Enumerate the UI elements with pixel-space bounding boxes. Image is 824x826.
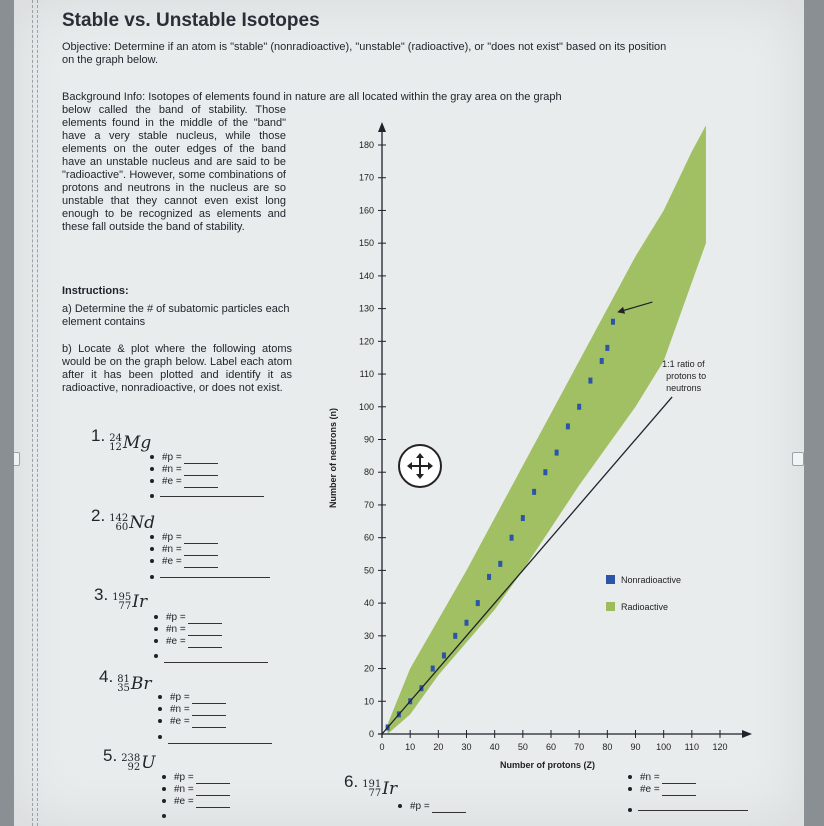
x-tick-label: 120 bbox=[712, 742, 728, 752]
right-answer-bullet bbox=[628, 808, 632, 812]
stable-point bbox=[431, 666, 435, 672]
legend-swatch-radioactive bbox=[606, 602, 615, 611]
y-tick-label: 80 bbox=[363, 467, 374, 478]
y-tick-label: 140 bbox=[358, 270, 374, 281]
stable-point bbox=[611, 319, 615, 325]
element-3-electrons[interactable]: #e = bbox=[154, 635, 222, 648]
stable-point bbox=[476, 600, 480, 606]
page-edge-left bbox=[32, 0, 38, 826]
stable-point bbox=[465, 620, 469, 626]
y-tick-label: 90 bbox=[363, 434, 374, 445]
y-tick-label: 30 bbox=[363, 630, 374, 641]
x-tick-label: 60 bbox=[545, 742, 557, 752]
y-tick-label: 120 bbox=[358, 336, 374, 347]
stable-point bbox=[600, 358, 604, 364]
element-1-answer-bullet bbox=[150, 494, 154, 498]
x-axis-title: Number of protons (Z) bbox=[500, 760, 595, 770]
stable-point bbox=[442, 652, 446, 658]
x-tick-label: 80 bbox=[602, 742, 613, 752]
y-tick-label: 0 bbox=[368, 729, 374, 739]
element-2-electrons[interactable]: #e = bbox=[150, 555, 218, 568]
x-axis-arrow bbox=[742, 730, 752, 738]
resize-handle-left[interactable] bbox=[14, 452, 20, 466]
element-2-label: 2. 142 60 Nd bbox=[91, 506, 156, 533]
element-2-answer-bullet bbox=[150, 575, 154, 579]
element-3-answer-line[interactable] bbox=[164, 662, 268, 663]
y-tick-label: 180 bbox=[358, 140, 374, 150]
element-1-label: 1. 24 12 Mg bbox=[91, 426, 152, 453]
y-tick-label: 100 bbox=[358, 401, 374, 412]
y-tick-label: 160 bbox=[358, 205, 374, 216]
instructions-heading: Instructions: bbox=[62, 285, 129, 297]
x-tick-label: 90 bbox=[630, 742, 641, 752]
y-axis-title: Number of neutrons (n) bbox=[328, 408, 338, 508]
element-4-answer-line[interactable] bbox=[168, 743, 272, 744]
x-tick-label: 30 bbox=[461, 742, 472, 752]
element-2-neutrons[interactable]: #n = bbox=[150, 543, 218, 556]
x-tick-label: 10 bbox=[405, 742, 416, 752]
y-tick-label: 130 bbox=[358, 303, 374, 314]
band-of-stability-chart bbox=[310, 118, 760, 778]
stable-point bbox=[453, 633, 457, 639]
element-4-electrons[interactable]: #e = bbox=[158, 715, 226, 728]
worksheet-page bbox=[14, 0, 804, 826]
stable-point bbox=[566, 423, 570, 429]
element-3-label: 3. 195 77 Ir bbox=[94, 585, 148, 612]
element-6-protons[interactable]: #p = bbox=[398, 800, 466, 813]
legend-label-nonradioactive: Nonradioactive bbox=[621, 575, 682, 585]
right-electrons[interactable]: #e = bbox=[628, 783, 696, 796]
element-3-answer-bullet bbox=[154, 654, 158, 658]
resize-handle-right[interactable] bbox=[792, 452, 804, 466]
element-1-electrons[interactable]: #e = bbox=[150, 475, 218, 488]
stable-point bbox=[521, 515, 525, 521]
x-tick-label: 70 bbox=[574, 742, 585, 752]
y-tick-label: 60 bbox=[363, 532, 374, 543]
instruction-a: a) Determine the # of subatomic particles each element contains bbox=[62, 303, 290, 328]
element-1-neutrons[interactable]: #n = bbox=[150, 463, 218, 476]
element-2-protons[interactable]: #p = bbox=[150, 531, 218, 544]
element-5-label: 5. 238 92 U bbox=[103, 746, 156, 773]
y-axis-arrow bbox=[378, 122, 386, 132]
stable-point bbox=[487, 574, 491, 580]
right-neutrons[interactable]: #n = bbox=[628, 771, 696, 784]
element-5-neutrons[interactable]: #n = bbox=[162, 783, 230, 796]
element-1-protons[interactable]: #p = bbox=[150, 451, 218, 464]
y-tick-label: 40 bbox=[363, 598, 374, 609]
y-tick-label: 170 bbox=[358, 172, 374, 183]
y-tick-label: 110 bbox=[359, 369, 374, 380]
background-text: below called the band of stability. Those elements found in the middle of the "band" have a very stable nucleus, while those elements on the outer edges of the band have an unstable nucleus and are said to be "radioactive". However, some combinations of protons and neutrons in the nucleus are so unstable that they cannot even exist long enough to be recognized as elements and these fall outside the band of stability. bbox=[62, 104, 286, 233]
stable-point bbox=[577, 404, 581, 410]
band-layer bbox=[388, 125, 706, 734]
y-tick-label: 10 bbox=[363, 696, 374, 707]
page-title: Stable vs. Unstable Isotopes bbox=[62, 10, 320, 31]
stable-point bbox=[588, 378, 592, 384]
element-6-label: 6. 191 77 Ir bbox=[344, 772, 398, 799]
right-answer-line[interactable] bbox=[638, 810, 748, 811]
element-5-electrons[interactable]: #e = bbox=[162, 795, 230, 808]
legend-label-radioactive: Radioactive bbox=[621, 602, 669, 612]
y-tick-label: 50 bbox=[363, 565, 374, 576]
x-tick-label: 0 bbox=[379, 742, 385, 752]
y-tick-label: 70 bbox=[363, 499, 374, 510]
stable-point bbox=[510, 535, 514, 541]
x-tick-label: 20 bbox=[433, 742, 444, 752]
x-tick-label: 100 bbox=[656, 742, 672, 752]
x-tick-label: 110 bbox=[684, 742, 700, 752]
element-4-answer-bullet bbox=[158, 735, 162, 739]
ratio-line-label: 1:1 ratio of protons to neutrons bbox=[662, 358, 707, 393]
element-4-protons[interactable]: #p = bbox=[158, 691, 226, 704]
stable-point bbox=[543, 469, 547, 475]
instruction-b: b) Locate & plot where the following atoms would be on the graph below. Label each atom after it has been plotted and identify it as radioactive, nonradioactive, or does not exist. bbox=[62, 343, 292, 394]
y-tick-label: 150 bbox=[358, 238, 374, 249]
element-3-neutrons[interactable]: #n = bbox=[154, 623, 222, 636]
stable-point bbox=[532, 489, 536, 495]
move-handle[interactable] bbox=[398, 444, 442, 488]
element-1-answer-line[interactable] bbox=[160, 496, 264, 497]
element-5-protons[interactable]: #p = bbox=[162, 771, 230, 784]
x-tick-label: 50 bbox=[517, 742, 528, 752]
element-3-protons[interactable]: #p = bbox=[154, 611, 222, 624]
y-tick-label: 20 bbox=[363, 663, 374, 674]
element-4-neutrons[interactable]: #n = bbox=[158, 703, 226, 716]
element-2-answer-line[interactable] bbox=[160, 577, 270, 578]
legend-swatch-nonradioactive bbox=[606, 575, 615, 584]
x-tick-label: 40 bbox=[489, 742, 500, 752]
stable-point bbox=[498, 561, 502, 567]
objective-text: Objective: Determine if an atom is "stable" (nonradioactive), "unstable" (radioactive), or "does not exist" based on its position on the graph below. bbox=[62, 41, 667, 66]
stable-point bbox=[555, 450, 559, 456]
background-text-first: Background Info: Isotopes of elements found in nature are all located within the gray area on the graph bbox=[62, 91, 562, 103]
element-5-answer-bullet bbox=[162, 814, 166, 818]
move-arrows-icon bbox=[406, 452, 434, 480]
stable-point bbox=[605, 345, 609, 351]
element-4-label: 4. 81 35 Br bbox=[99, 667, 152, 694]
band-of-stability bbox=[388, 125, 706, 734]
